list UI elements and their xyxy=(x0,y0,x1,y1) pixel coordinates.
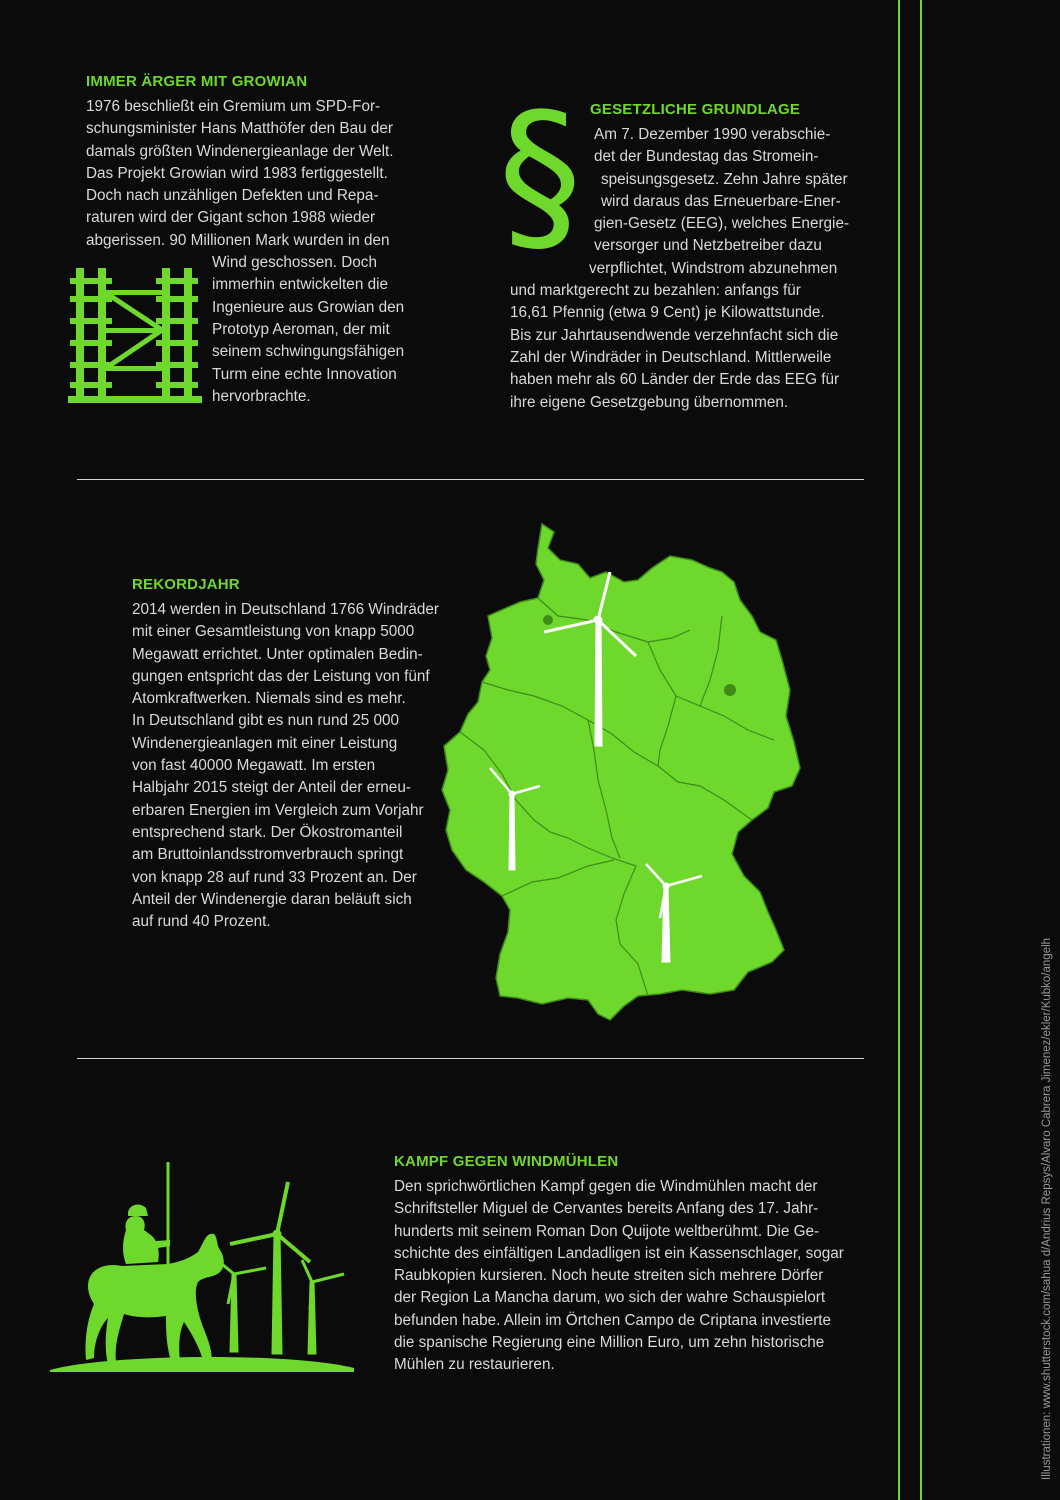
text-line: In Deutschland gibt es nun rund 25 000 xyxy=(132,712,400,730)
text-line: hunderts mit seinem Roman Don Quijote weltberühmt. Die Ge- xyxy=(394,1222,820,1240)
text-line: Wind geschossen. Doch xyxy=(212,254,377,272)
text-line: Bis zur Jahrtausendwende verzehnfacht sich die xyxy=(510,326,839,344)
text-line: Anteil der Windenergie daran beläuft sich xyxy=(132,890,412,908)
text-line: mit einer Gesamtleistung von knapp 5000 xyxy=(132,623,415,641)
text-line: abgerissen. 90 Millionen Mark wurden in den xyxy=(86,231,390,249)
text-line: Zahl der Windräder in Deutschland. Mittlerweile xyxy=(510,348,832,366)
text-line: Doch nach unzähligen Defekten und Repa- xyxy=(86,187,379,205)
text-line: Mühlen zu restaurieren. xyxy=(394,1356,555,1374)
text-line: schichte des einfältigen Landadligen ist ein Kassenschlager, sogar xyxy=(394,1244,844,1262)
divider-top xyxy=(77,479,864,480)
paragraph-symbol-icon: § xyxy=(498,77,582,273)
text-line: hervorbrachte. xyxy=(212,387,311,405)
text-line: die spanische Regierung eine Million Euro, um zehn historische xyxy=(394,1334,825,1352)
text-line: versorger und Netzbetreiber dazu xyxy=(594,237,822,255)
lattice-tower-icon xyxy=(66,266,206,406)
text-line: haben mehr als 60 Länder der Erde das EEG für xyxy=(510,371,840,389)
accent-line-right xyxy=(920,0,922,1500)
text-line: auf rund 40 Prozent. xyxy=(132,913,271,931)
text-line: 16,61 Pfennig (etwa 9 Cent) je Kilowattstunde. xyxy=(510,304,825,322)
text-line: 1976 beschließt ein Gremium um SPD-For- xyxy=(86,98,381,115)
heading-rekordjahr: REKORDJAHR xyxy=(132,576,240,593)
text-line: immerhin entwickelten die xyxy=(212,276,388,294)
ground-hill xyxy=(50,1357,354,1372)
text-rekordjahr xyxy=(132,599,439,933)
text-windmuehlen xyxy=(394,1176,844,1377)
text-line: entsprechend stark. Der Ökostromanteil xyxy=(132,823,403,841)
text-line: gungen entspricht das der Leistung von fünf xyxy=(132,667,430,685)
text-line: Schriftsteller Miguel de Cervantes bereits Anfang des 17. Jahr- xyxy=(394,1200,819,1218)
text-line: speisungsgesetz. Zehn Jahre später xyxy=(601,170,848,188)
text-line: Am 7. Dezember 1990 verabschie- xyxy=(594,126,831,143)
rider-silhouette xyxy=(123,1216,159,1264)
text-line: gien-Gesetz (EEG), welches Energie- xyxy=(594,215,850,233)
text-line: erbaren Energien im Vergleich zum Vorjahr xyxy=(132,801,424,819)
text-line: raturen wird der Gigant schon 1988 wieder xyxy=(86,209,376,227)
text-line: seinem schwingungsfähigen xyxy=(212,343,405,361)
text-grundlage xyxy=(510,124,849,414)
text-line: von fast 40000 Megawatt. Im ersten xyxy=(132,757,376,775)
text-line: der Region La Mancha darum, wo sich der wahre Schauspielort xyxy=(394,1289,826,1307)
heading-grundlage: GESETZLICHE GRUNDLAGE xyxy=(590,101,801,118)
text-line: Windenergieanlagen mit einer Leistung xyxy=(132,734,398,752)
text-line: 2014 werden in Deutschland 1766 Windräder xyxy=(132,601,439,618)
heading-windmuehlen: KAMPF GEGEN WINDMÜHLEN xyxy=(394,1153,619,1170)
wind-turbine-icon xyxy=(302,1260,344,1354)
text-line: Atomkraftwerken. Niemals sind es mehr. xyxy=(132,690,406,708)
germany-map-illustration xyxy=(438,520,818,1030)
heading-growian: IMMER ÄRGER MIT GROWIAN xyxy=(86,73,308,90)
text-line: und marktgerecht zu bezahlen: anfangs für xyxy=(510,282,801,300)
text-line: befunden habe. Allein im Örtchen Campo de Criptana investierte xyxy=(394,1311,832,1329)
wind-turbine-icon xyxy=(230,1182,310,1354)
text-line: schungsminister Hans Matthöfer den Bau der xyxy=(86,120,393,138)
text-line: wird daraus das Erneuerbare-Ener- xyxy=(601,192,841,210)
text-line: von knapp 28 auf rund 33 Prozent an. Der xyxy=(132,868,417,886)
text-line: Megawatt errichtet. Unter optimalen Bedin- xyxy=(132,645,423,663)
text-line: Prototyp Aeroman, der mit xyxy=(212,320,390,338)
text-line: det der Bundestag das Stromein- xyxy=(594,148,819,166)
text-line: Den sprichwörtlichen Kampf gegen die Windmühlen macht der xyxy=(394,1178,818,1195)
text-line: am Bruttoinlandsstromverbrauch springt xyxy=(132,846,404,864)
text-line: Raubkopien kursieren. Noch heute streiten sich mehrere Dörfer xyxy=(394,1267,824,1285)
don-quijote-illustration xyxy=(48,1158,358,1378)
text-line: Das Projekt Growian wird 1983 fertiggestellt. xyxy=(86,164,388,182)
text-line: verpflichtet, Windstrom abzunehmen xyxy=(589,259,838,277)
text-line: Turm eine echte Innovation xyxy=(212,365,397,383)
accent-line-left xyxy=(898,0,900,1500)
divider-bottom xyxy=(77,1058,864,1059)
text-line: ihre eigene Gesetzgebung übernommen. xyxy=(510,393,789,411)
text-line: damals größten Windenergieanlage der Welt. xyxy=(86,142,394,160)
illustration-credit: Illustrationen: www.shutterstock.com/sahua d/Andrius Repsys/Alvaro Cabrera Jimenez/ekler/Kubko/angelh xyxy=(1041,937,1053,1480)
text-line: Halbjahr 2015 steigt der Anteil der erneu- xyxy=(132,779,411,797)
text-line: Ingenieure aus Growian den xyxy=(212,298,405,316)
